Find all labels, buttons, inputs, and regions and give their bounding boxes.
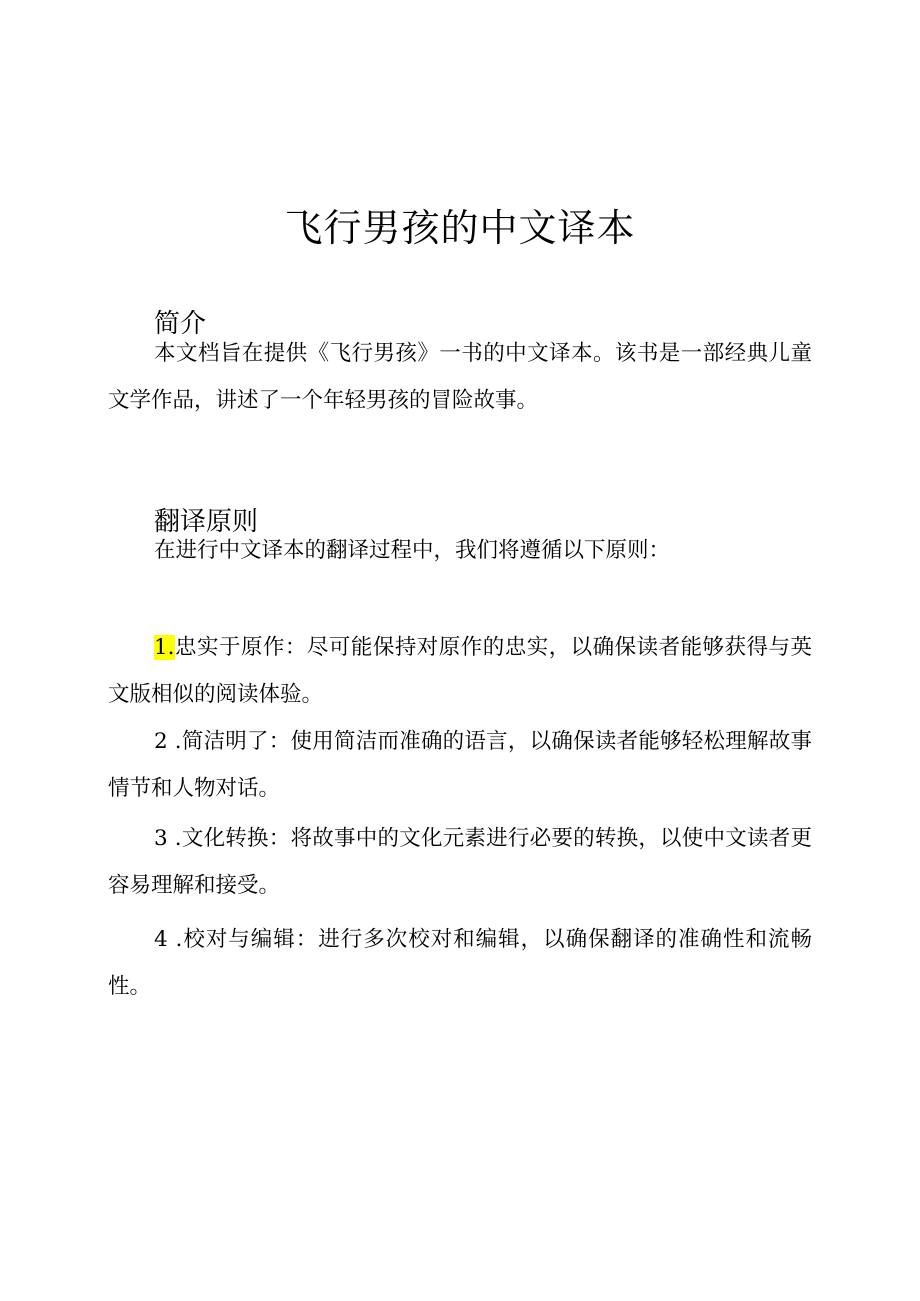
- section-heading-principles: 翻译原则: [154, 506, 259, 537]
- list-item: [108, 718, 812, 812]
- highlighted-list-number: 1.: [154, 635, 175, 660]
- list-item: [108, 916, 812, 1010]
- list-item-text: 简洁明了：使用简洁而准确的语言，以确保读者能够轻松理解故事情节和人物对话。: [108, 729, 812, 801]
- section-heading-intro: 简介: [154, 308, 207, 339]
- list-item: [108, 624, 812, 718]
- principles-intro-paragraph: 在进行中文译本的翻译过程中，我们将遵循以下原则：: [154, 538, 671, 563]
- list-item-text: 文化转换：将故事中的文化元素进行必要的转换，以使中文读者更容易理解和接受。: [108, 826, 812, 898]
- page-title: 飞行男孩的中文译本: [284, 206, 636, 251]
- list-item: [108, 815, 812, 909]
- list-item-number: 3 .: [154, 826, 182, 851]
- list-item-text: 校对与编辑：进行多次校对和编辑，以确保翻译的准确性和流畅性。: [108, 927, 812, 999]
- list-item-number: 2 .: [154, 729, 182, 754]
- list-item-text: 忠实于原作：尽可能保持对原作的忠实，以确保读者能够获得与英文版相似的阅读体验。: [108, 635, 812, 707]
- list-item-number: 4 .: [154, 927, 183, 952]
- intro-paragraph: 本文档旨在提供《飞行男孩》一书的中文译本。该书是一部经典儿童文学作品，讲述了一个年轻男孩的冒险故事。: [108, 341, 812, 413]
